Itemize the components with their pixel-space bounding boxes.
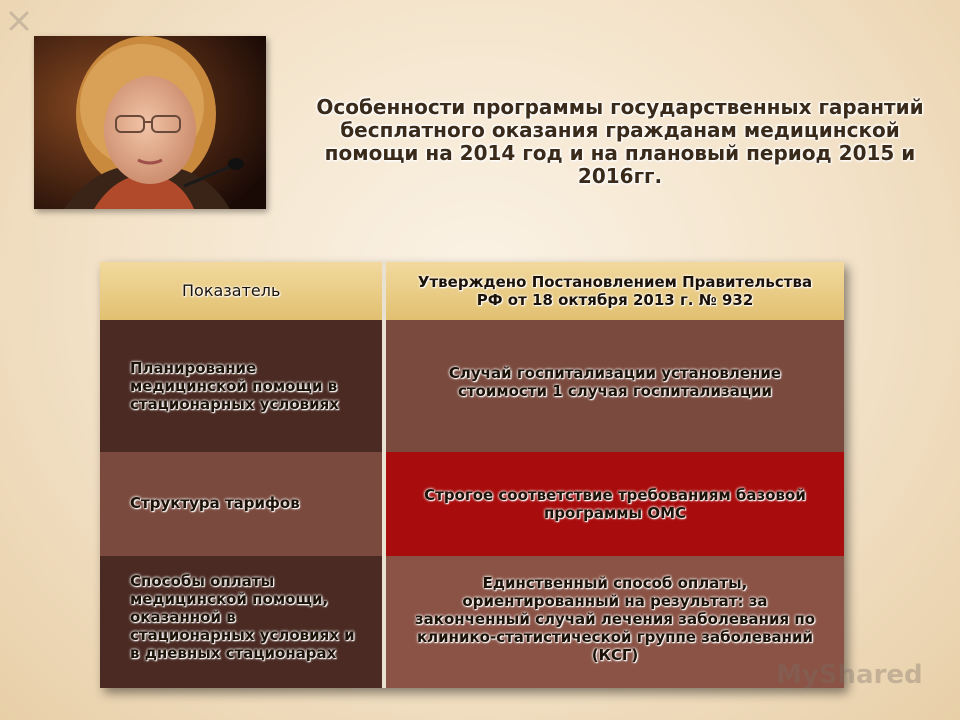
watermark-text: MyShared <box>776 660 923 690</box>
table-header-right: Утверждено Постановлением Правительства РФ от 18 октября 2013 г. № 932 <box>386 262 844 320</box>
table-row-1-label: Планирование медицинской помощи в стационарных условиях <box>100 320 382 452</box>
table-header-left: Показатель <box>100 262 382 320</box>
slide-title: Особенности программы государственных гарантий бесплатного оказания гражданам медицинской помощи на 2014 год и на плановый период 2015 и 2016гг. <box>316 95 924 188</box>
table-row-2-label: Структура тарифов <box>100 452 382 556</box>
table-row-1-value: Случай госпитализации установление стоимости 1 случая госпитализации <box>386 320 844 452</box>
table-row-3-value: Единственный способ оплаты, ориентированный на результат: за законченный случай лечения заболевания по клинико-статистической группе заболеваний (КСГ) <box>386 556 844 688</box>
table-row-3-label: Способы оплаты медицинской помощи, оказанной в стационарных условиях и в дневных стационарах <box>100 556 382 688</box>
comparison-table <box>100 262 844 688</box>
slide-logo-icon <box>8 10 30 32</box>
table-column-divider <box>382 262 386 688</box>
table-row-2-value: Строгое соответствие требованиям базовой программы ОМС <box>386 452 844 556</box>
speaker-portrait-image <box>34 36 266 209</box>
speaker-photo <box>34 36 266 209</box>
